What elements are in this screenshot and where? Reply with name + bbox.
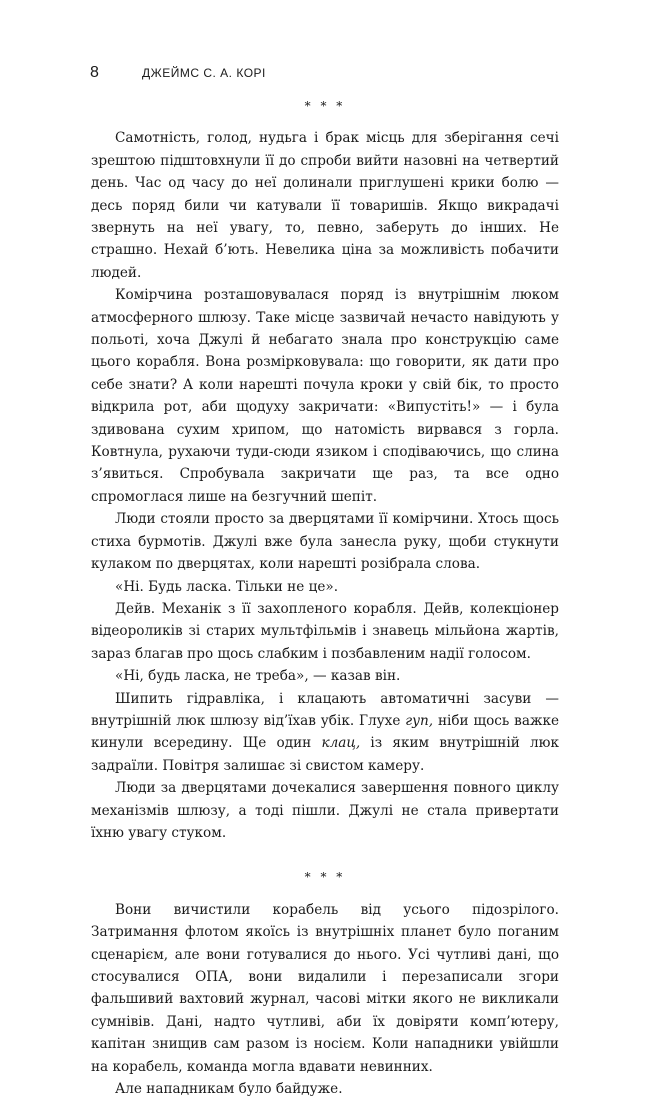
paragraph: Самотність, голод, нудьга і брак місць для зберігання сечі зрештою підштовхнули її до спроби вийти назовні на четвертий день. Час од часу до неї долинали приглушені крики болю — десь поряд били чи катували її товаришів. Якщо викрадачі звернуть на неї увагу, то, певно, заберуть до інших. Не страшно. Нехай б’ють. Невелика ціна за можливість побачити людей.	[91, 130, 559, 281]
paragraph: Дейв. Механік з її захопленого корабля. Дейв, колекціонер відеороликів зі старих мультфільмів і знавець мільйона жартів, зараз благав про щось слабким і позбавленим надії голосом.	[91, 600, 559, 662]
page-header	[90, 64, 570, 84]
paragraph: Люди за дверцятами дочекалися завершення повного циклу механізмів шлюзу, а тоді пішли. Джулі не стала привертати їхню увагу стуком.	[91, 780, 559, 841]
section-separator: * * *	[304, 99, 346, 113]
paragraph-text: із яким внутрішній люк задраїли. Повітря залишає зі свистом камеру.	[91, 735, 559, 774]
italic-sound-word: клац,	[321, 735, 361, 752]
paragraph: Люди стояли просто за дверцятами її комірчини. Хтось щось стиха бурмотів. Джулі вже була занесла руку, щоби стукнути кулаком по дверцятах, коли нарешті розібрала слова.	[91, 511, 559, 573]
paragraph	[91, 688, 559, 778]
paragraph: «Ні. Будь ласка. Тільки не це».	[115, 578, 339, 595]
paragraph-text: ніби щось важке кинули всередину. Ще один	[91, 712, 559, 752]
paragraph: Вони вичистили корабель від усього підозрілого. Затримання флотом якоїсь із внутрішніх планет було поганим сценарієм, але вони готувалися до нього. Усі чутливі дані, що стосувалися ОПА, вони видалили і перезаписали згори фальшивий вахтовий журнал, часові мітки якого не викликали сумнівів. Дані, надто чутливі, аби їх довіряти комп’ютеру, капітан знищив сам разом із носієм. Коли нападники увійшли на корабель, команда могла вдавати невинних.	[91, 901, 559, 1075]
running-head: ДЖЕЙМС С. А. КОРІ	[142, 66, 266, 80]
page-number: 8	[90, 64, 99, 81]
italic-sound-word: гуп,	[405, 712, 434, 729]
paragraph: Але нападникам було байдуже.	[115, 1081, 343, 1098]
page-body	[91, 95, 559, 1100]
section-separator: * * *	[304, 870, 346, 885]
paragraph-text: Шипить гідравліка, і клацають автоматичні засуви — внутрішній люк шлюзу від’їхав убік. Глухе	[91, 690, 559, 729]
paragraph: «Ні, будь ласка, не треба», — казав він.	[115, 668, 401, 685]
paragraph: Комірчина розташовувалася поряд із внутрішнім люком атмосферного шлюзу. Таке місце зазвичай нечасто навідують у польоті, хоча Джулі й небагато знала про конструкцію саме цього корабля. Вона розмірковувала: що говорити, як дати про себе знати? А коли нарешті почула кроки у свій бік, то просто відкрила рот, аби щодуху закричати: «Випустіть!» — і була здивована сухим хрипом, що натомість вирвався з горла. Ковтнула, рухаючи туди-сюди язиком і сподіваючись, що слина з’явиться. Спробувала закричати ще раз, та все одно спромоглася лише на безгучний шепіт.	[91, 287, 559, 505]
